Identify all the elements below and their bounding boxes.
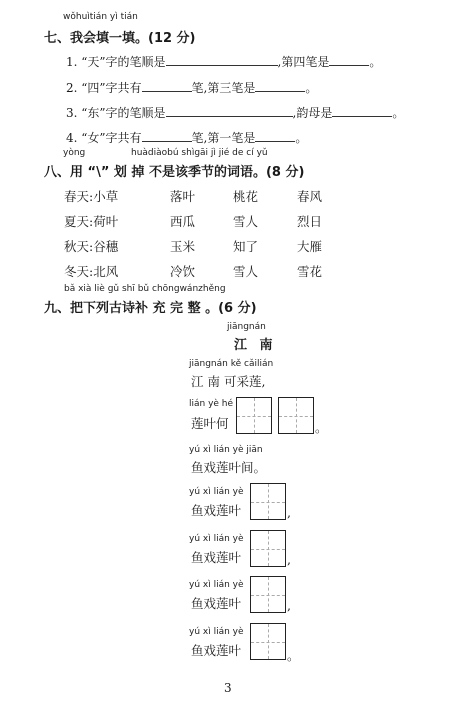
line6-end: , (287, 598, 291, 613)
q2-blank-count[interactable] (142, 80, 192, 92)
word-cell[interactable]: 雪花 (297, 264, 323, 279)
line7-end: 。 (287, 648, 300, 663)
q3-blank-final[interactable] (332, 105, 392, 117)
line3-pinyin: yú xì lián yè jiān (189, 445, 263, 455)
sec7-heading: 七、我会填一填。(12 分) (44, 31, 196, 46)
q4-text-a: 4. “女”字共有 (66, 131, 142, 145)
sec9-heading: 九、把下列古诗补 充 完 整 。(6 分) (44, 301, 257, 316)
row-winter-label: 冬天:北风 (64, 264, 119, 279)
writing-box[interactable] (278, 397, 314, 434)
word-cell[interactable]: 西瓜 (170, 214, 196, 229)
sec9-pinyin: bǎ xià liè gǔ shī bǔ chōngwánzhěng (64, 284, 226, 294)
word-cell[interactable]: 冷饮 (170, 264, 196, 279)
line5-pinyin: yú xì lián yè (189, 534, 244, 544)
sec8-pinyin: huàdiàobú shìgāi jì jié de cí yǔ (131, 148, 268, 158)
q3-text-b: ,韵母是 (292, 106, 333, 120)
poem-title-pinyin: jiāngnán (227, 322, 266, 332)
poem-line-1: 江 南 可采莲, (191, 374, 266, 389)
q1-text-c: 。 (369, 55, 382, 69)
page-number: 3 (224, 681, 232, 695)
line7-pinyin: yú xì lián yè (189, 627, 244, 637)
line6-pinyin: yú xì lián yè (189, 580, 244, 590)
word-cell[interactable]: 桃花 (233, 189, 259, 204)
poem-line-5: 鱼戏莲叶 (191, 550, 242, 565)
poem-line-3: 鱼戏莲叶间。 (191, 460, 267, 475)
writing-box[interactable] (236, 397, 272, 434)
q2-text-b: 笔,第三笔是 (191, 81, 256, 95)
word-cell[interactable]: 烈日 (297, 214, 323, 229)
poem-line-4: 鱼戏莲叶 (191, 503, 242, 518)
line4-end: , (287, 505, 291, 520)
word-cell[interactable]: 知了 (233, 239, 259, 254)
sec8-heading: 八、用 “\” 划 掉 不是该季节的词语。(8 分) (44, 165, 305, 180)
q1-text-a: 1. “天”字的笔顺是 (66, 55, 166, 69)
poem-line-7: 鱼戏莲叶 (191, 643, 242, 658)
q4-blank-count[interactable] (142, 130, 192, 142)
word-cell[interactable]: 落叶 (170, 189, 196, 204)
writing-box[interactable] (250, 576, 286, 613)
word-cell[interactable]: 雪人 (233, 214, 259, 229)
q2-blank-third[interactable] (255, 80, 305, 92)
q1-text-b: ,第四笔是 (277, 55, 330, 69)
sec7-q2 (66, 79, 317, 96)
sec7-q3 (66, 104, 404, 121)
word-cell[interactable]: 春风 (297, 189, 323, 204)
line5-end: , (287, 552, 291, 567)
sec7-q1 (66, 53, 381, 70)
sec7-pinyin: wǒhuìtián yì tián (63, 12, 138, 22)
row-summer-label: 夏天:荷叶 (64, 214, 119, 229)
q3-text-a: 3. “东”字的笔顺是 (66, 106, 166, 120)
sec7-q4 (66, 129, 307, 146)
writing-box[interactable] (250, 483, 286, 520)
writing-box[interactable] (250, 623, 286, 660)
word-cell[interactable]: 大雁 (297, 239, 323, 254)
q1-blank-fourth[interactable] (329, 54, 369, 66)
word-cell[interactable]: 雪人 (233, 264, 259, 279)
line1-pinyin: jiāngnán kě cǎilián (189, 359, 274, 369)
line2-pinyin: lián yè hé (189, 399, 234, 409)
q1-blank-strokes[interactable] (166, 54, 278, 66)
poem-line-6: 鱼戏莲叶 (191, 596, 242, 611)
poem-title: 江 南 (234, 338, 277, 353)
line2-end: 。 (315, 420, 328, 435)
q3-blank-strokes[interactable] (166, 105, 293, 117)
q4-blank-first[interactable] (255, 130, 295, 142)
q2-text-c: 。 (305, 81, 318, 95)
word-cell[interactable]: 玉米 (170, 239, 196, 254)
q4-text-b: 笔,第一笔是 (191, 131, 256, 145)
writing-box[interactable] (250, 530, 286, 567)
q2-text-a: 2. “四”字共有 (66, 81, 142, 95)
sec8-pinyin-yong: yòng (63, 148, 86, 158)
row-spring-label: 春天:小草 (64, 189, 119, 204)
row-autumn-label: 秋天:谷穗 (64, 239, 119, 254)
q3-text-c: 。 (392, 106, 405, 120)
line4-pinyin: yú xì lián yè (189, 487, 244, 497)
poem-line-2: 莲叶何 (191, 416, 229, 431)
q4-text-c: 。 (295, 131, 308, 145)
